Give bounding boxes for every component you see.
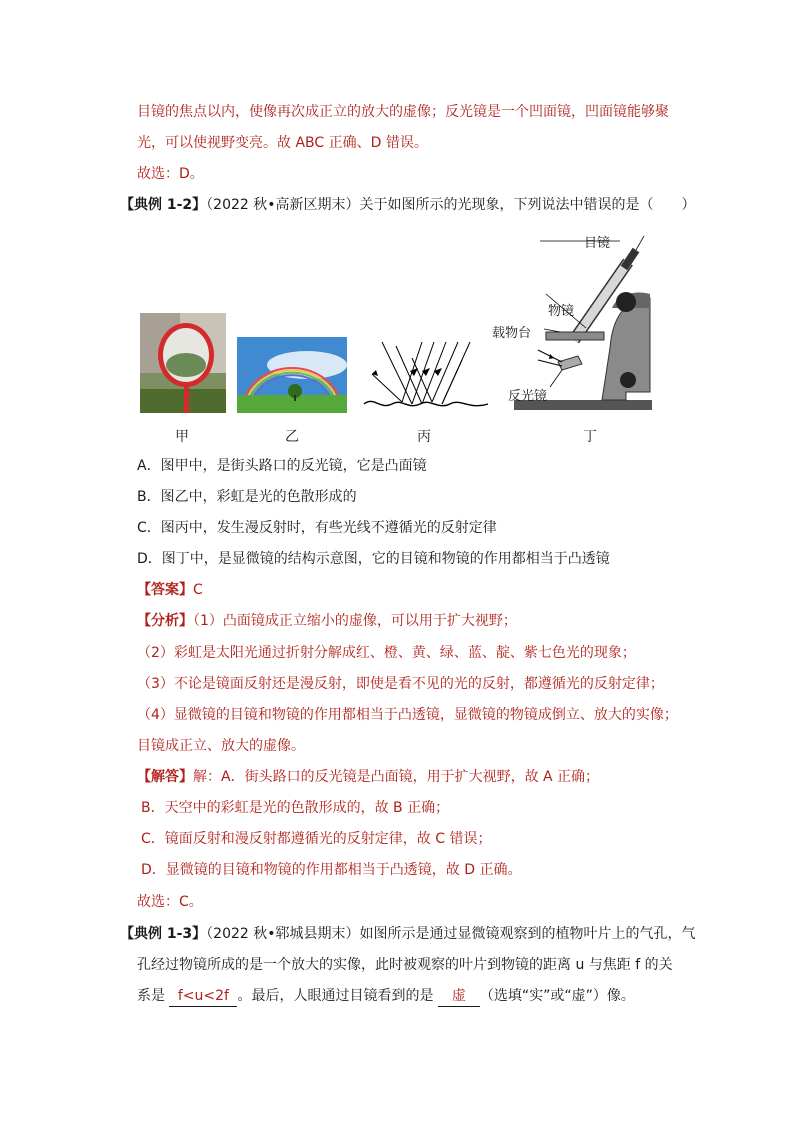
label-eyepiece: 目镜 xyxy=(584,236,611,251)
caption-bing: 丙 xyxy=(417,429,431,445)
option-b: B．图乙中，彩虹是光的色散形成的 xyxy=(137,489,357,505)
previous-choice: 故选：D。 xyxy=(137,166,204,182)
figure-ding-microscope-diagram xyxy=(492,228,660,418)
analysis-tag: 【分析】 xyxy=(137,613,193,629)
analysis-text-1: （1）凸面镜成正立缩小的虚像，可以用于扩大视野； xyxy=(193,613,517,629)
example-question: （2022 秋•郓城县期末）如图所示是通过显微镜观察到的植物叶片上的气孔，气 xyxy=(206,926,696,942)
solution-line-2: B．天空中的彩虹是光的色散形成的，故 B 正确； xyxy=(141,800,450,816)
example-1-2-stem xyxy=(120,195,696,215)
label-stage: 载物台 xyxy=(492,326,532,341)
option-c: C．图丙中，发生漫反射时，有些光线不遵循光的反射定律 xyxy=(137,520,497,536)
option-a: A．图甲中，是街头路口的反光镜，它是凸面镜 xyxy=(137,458,427,474)
continued-text-line-2: 光，可以使视野变亮。故 ABC 正确、D 错误。 xyxy=(137,135,428,151)
solution-tag: 【解答】 xyxy=(137,769,193,785)
analysis-line-2: （2）彩虹是太阳光通过折射分解成红、橙、黄、绿、蓝、靛、紫七色光的现象； xyxy=(137,645,636,661)
label-reflector: 反光镜 xyxy=(508,389,548,404)
solution-line-1 xyxy=(137,767,599,787)
answer-blank-relation: f<u<2f xyxy=(169,986,237,1007)
example-tag: 【典例 1-3】 xyxy=(120,926,207,942)
line3-suffix: （选填“实”或“虚”）像。 xyxy=(479,988,635,1004)
figure-jia-convex-mirror-photo xyxy=(140,313,226,413)
figure-yi-rainbow-photo xyxy=(237,337,347,413)
solution-line-4: D．显微镜的目镜和物镜的作用都相当于凸透镜，故 D 正确。 xyxy=(141,862,522,878)
answer-tag: 【答案】 xyxy=(137,582,193,598)
answer-blank-image-type: 虚 xyxy=(438,986,480,1007)
analysis-line-4: （4）显微镜的目镜和物镜的作用都相当于凸透镜，显微镜的物镜成倒立、放大的实像； xyxy=(137,707,678,723)
line3-middle: 。最后，人眼通过目镜看到的是 xyxy=(237,988,434,1004)
label-objective: 物镜 xyxy=(548,304,575,319)
example-1-3-line-2: 孔经过物镜所成的是一个放大的实像，此时被观察的叶片到物镜的距离 u 与焦距 f 的关 xyxy=(137,957,673,973)
line3-prefix: 系是 xyxy=(137,988,165,1004)
example-tag: 【典例 1-2】 xyxy=(120,197,207,213)
solution-line-3: C．镜面反射和漫反射都遵循光的反射定律，故 C 错误； xyxy=(141,831,492,847)
solution-choice: 故选：C。 xyxy=(137,894,203,910)
answer-value: C xyxy=(193,582,203,598)
analysis-line-1 xyxy=(137,611,517,631)
caption-yi: 乙 xyxy=(285,429,299,445)
example-1-3-line-3 xyxy=(137,986,635,1007)
caption-ding: 丁 xyxy=(583,429,597,445)
solution-text-1: 解：A．街头路口的反光镜是凸面镜，用于扩大视野，故 A 正确； xyxy=(193,769,600,785)
option-d: D．图丁中，是显微镜的结构示意图，它的目镜和物镜的作用都相当于凸透镜 xyxy=(137,551,610,567)
caption-jia: 甲 xyxy=(175,429,189,445)
analysis-line-5: 目镜成正立、放大的虚像。 xyxy=(137,738,305,754)
analysis-line-3: （3）不论是镜面反射还是漫反射，即使是看不见的光的反射，都遵循光的反射定律； xyxy=(137,676,664,692)
figure-bing-diffuse-reflection-diagram xyxy=(362,338,490,418)
continued-text-line-1: 目镜的焦点以内，使像再次成正立的放大的虚像；反光镜是一个凹面镜，凹面镜能够聚 xyxy=(137,104,669,120)
example-question: （2022 秋•高新区期末）关于如图所示的光现象，下列说法中错误的是（ ） xyxy=(206,197,696,213)
example-1-3-line-1 xyxy=(120,924,696,944)
answer-line xyxy=(137,580,203,600)
